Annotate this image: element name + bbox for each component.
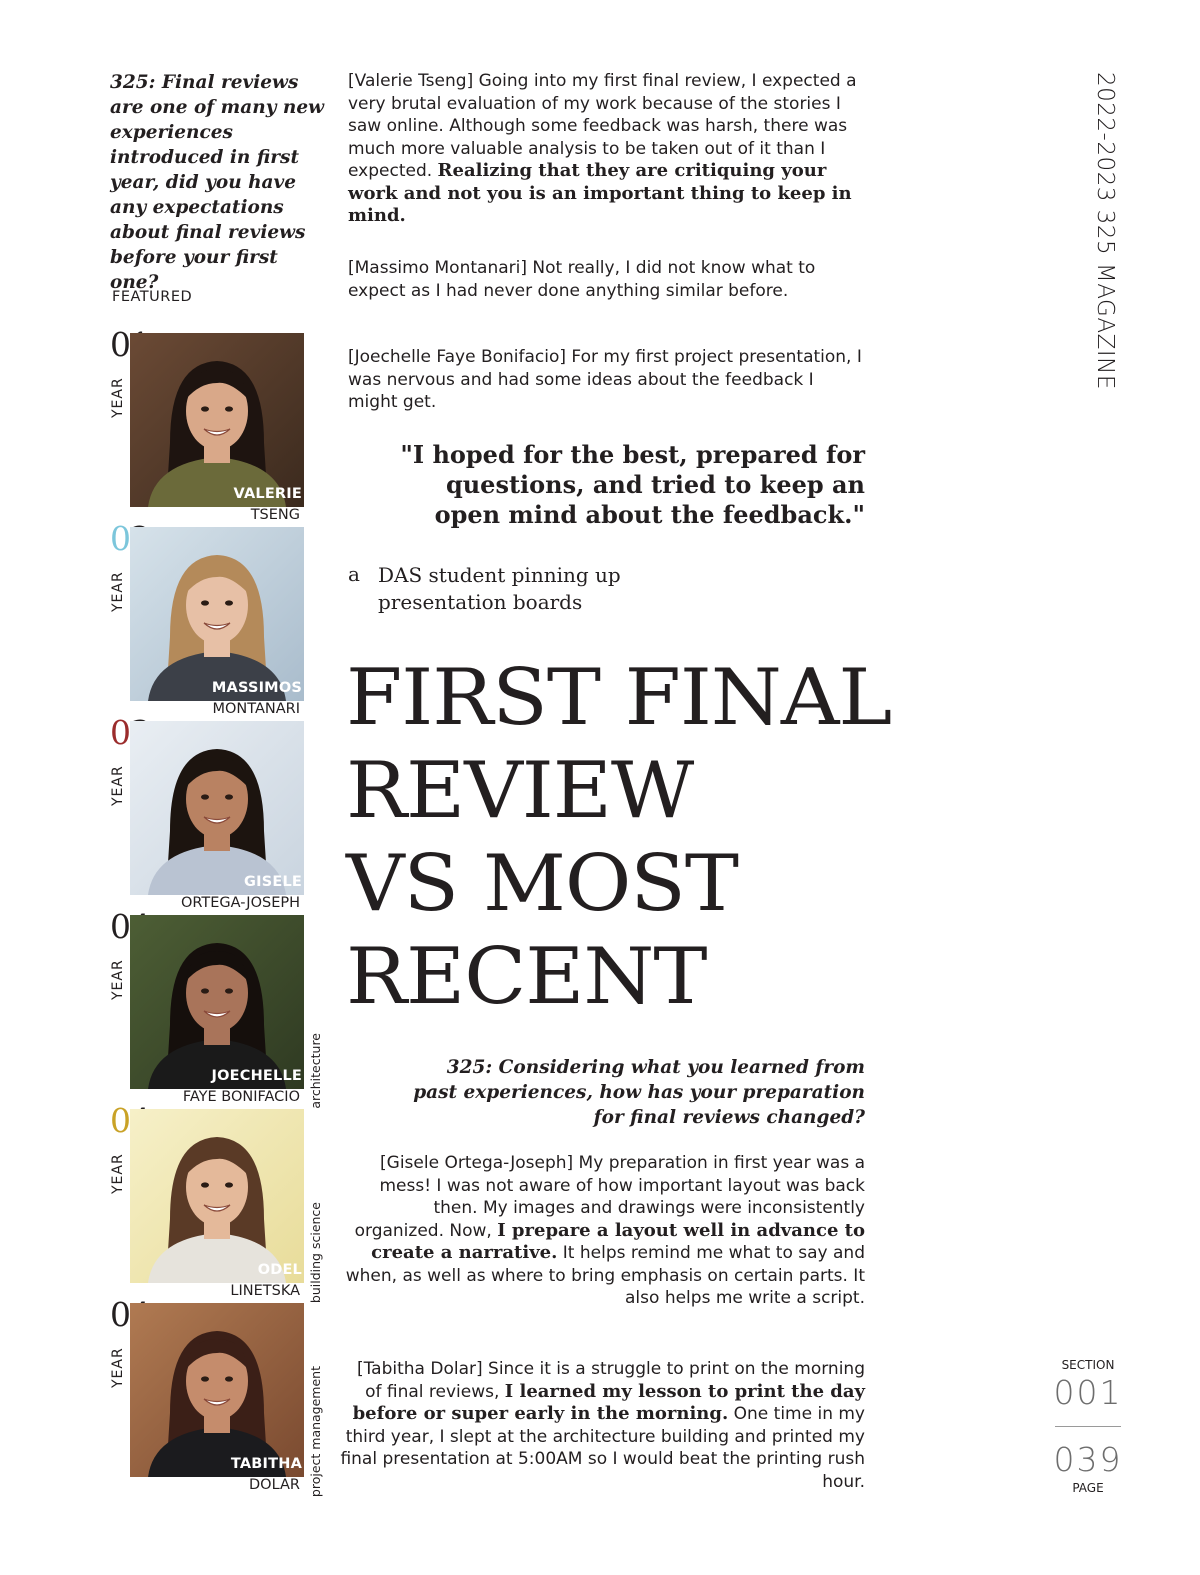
person-card <box>108 907 338 1109</box>
answer-massimo: [Massimo Montanari] Not really, I did not know what to expect as I had never done anything similar before. <box>348 258 816 301</box>
year-label: YEAR <box>110 377 126 419</box>
divider <box>1055 1426 1121 1427</box>
headline-line: RECENT <box>346 932 707 1022</box>
person-last-name: MONTANARI <box>212 701 300 717</box>
year-number-digit-a: 0 <box>110 1101 130 1140</box>
person-first-name: JOECHELLE <box>211 1068 302 1084</box>
person-last-name: DOLAR <box>249 1477 300 1493</box>
person-last-name: TSENG <box>250 507 300 523</box>
answer-valerie <box>348 70 868 228</box>
answer-gisele-text-2: It helps remind me what to say and when, as well as where to bring emphasis on certain parts. It also helps me write a script. <box>345 1243 865 1308</box>
person-major <box>305 915 325 1109</box>
answer-joechelle: [Joechelle Faye Bonifacio] For my first project presentation, I was nervous and had some ideas about the feedback I might get. <box>348 347 862 412</box>
portrait-photo <box>130 721 304 895</box>
answer-gisele-text: [Gisele Ortega-Joseph] My preparation in first year was a mess! I was not aware of how important layout was back then. My images and drawings were inconsistently organized. Now, <box>354 1153 865 1241</box>
year-label: YEAR <box>110 959 126 1001</box>
portrait-photo <box>130 527 304 701</box>
person-card <box>108 519 338 721</box>
caption-letter: a <box>348 562 360 586</box>
pull-quote: "I hoped for the best, prepared for questions, and tried to keep an open mind about the feedback." <box>400 440 865 529</box>
person-major-label: architecture <box>307 1033 323 1109</box>
year-label: YEAR <box>110 1347 126 1389</box>
portrait-photo <box>130 915 304 1089</box>
person-last-name: ORTEGA-JOSEPH <box>180 895 300 911</box>
headline-line: REVIEW <box>346 746 694 836</box>
year-number-digit-a: 0 <box>110 1295 130 1334</box>
person-first-name: ODEL <box>257 1262 302 1278</box>
portrait-photo <box>130 333 304 507</box>
person-major-label: building science <box>307 1201 323 1303</box>
section-label: SECTION <box>1061 1358 1115 1372</box>
headline-line: FIRST FINAL <box>346 653 892 743</box>
answer-valerie-text: [Valerie Tseng] Going into my first final review, I expected a very brutal evaluation of my work because of the stories I saw online. Although some feedback was harsh, there was much more valuable analysis to be taken out of it than I expected. <box>348 71 857 181</box>
year-number-digit-a: 0 <box>110 713 130 752</box>
person-card <box>108 713 338 915</box>
year-number-digit-a: 0 <box>110 519 130 558</box>
answer-tabitha-text: [Tabitha Dolar] Since it is a struggle to print on the morning of final reviews, <box>356 1359 865 1402</box>
magazine-title: 2022-2023 325 MAGAZINE <box>1092 72 1118 390</box>
featured-label: FEATURED <box>112 289 193 305</box>
year-label: YEAR <box>110 765 126 807</box>
answer-gisele <box>340 1152 865 1310</box>
person-major <box>305 1109 325 1303</box>
person-card <box>108 1295 338 1497</box>
person-first-name: TABITHA <box>230 1456 302 1472</box>
answer-tabitha <box>340 1358 865 1493</box>
person-major-label: project management <box>307 1365 323 1497</box>
page-number: 039 <box>1053 1440 1123 1479</box>
person-first-name: GISELE <box>244 874 302 890</box>
year-label: YEAR <box>110 1153 126 1195</box>
person-card <box>108 325 338 527</box>
person-last-name: FAYE BONIFACIO <box>182 1089 300 1105</box>
person-first-name: MASSIMOS <box>211 680 302 696</box>
headline <box>346 652 908 1024</box>
person-last-name: LINETSKA <box>230 1283 300 1299</box>
photo-caption: DAS student pinning up presentation boards <box>378 563 621 614</box>
answer-tabitha-emphasis: I learned my lesson to print the day before or super early in the morning. <box>352 1380 865 1424</box>
year-number-digit-a: 0 <box>110 907 130 946</box>
page-label: PAGE <box>1072 1481 1104 1495</box>
person-first-name: VALERIE <box>233 486 302 502</box>
year-number-digit-a: 0 <box>110 325 130 364</box>
answer-tabitha-text-2: One time in my third year, I slept at the architecture building and printed my final presentation at 5:00AM so I would beat the printing rush hour. <box>340 1404 865 1492</box>
portrait-photo <box>130 1109 304 1283</box>
year-label: YEAR <box>110 571 126 613</box>
section-number: 001 <box>1053 1373 1123 1412</box>
person-major <box>305 1303 325 1497</box>
left-question: 325: Final reviews are one of many new experiences introduced in first year, did you have any expectations about final reviews before your first one? <box>110 72 325 293</box>
second-question: 325: Considering what you learned from past experiences, how has your preparation for final reviews changed? <box>413 1057 865 1128</box>
answer-valerie-emphasis: Realizing that they are critiquing your work and not you is an important thing to keep in mind. <box>348 160 852 226</box>
answer-gisele-emphasis: I prepare a layout well in advance to create a narrative. <box>371 1219 865 1263</box>
person-card <box>108 1101 338 1303</box>
portrait-photo <box>130 1303 304 1477</box>
headline-line: VS MOST <box>346 839 738 929</box>
